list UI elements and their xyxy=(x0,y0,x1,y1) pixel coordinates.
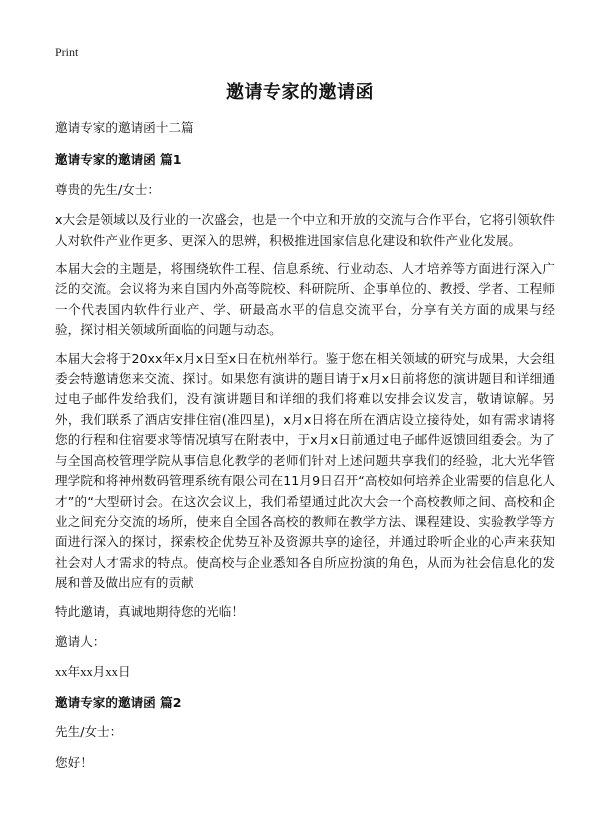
section-heading: 邀请专家的邀请函 篇2 xyxy=(55,694,182,710)
paragraph: 本届大会将于20xx年x月x日至x日在杭州举行。鉴于您在相关领域的研究与成果，大会组委会特邀请您来交流、探讨。如果您有演讲的题目请于x月x日前将您的演讲题目和详细通过电子邮件发给我们，没有演讲题目和详细的我们将难以安排会议发言，敬请谅解。另外，我们联系了酒店安排住宿(准四星)，x月x日将在所在酒店设立接待处，如有需求请将您的行程和住宿要求等情况填写在附表中，于x月x日前通过电子邮件返馈回组委会。为了与全国高校管理学院从事信息化教学的老师们针对上述问题共享我们的经验，北大光华管理学院和将神州数码管理系统有限公司在11月9日召开“高校如何培养企业需要的信息化人才”的“大型研讨会。在这次会议上，我们希望通过此次大会一个高校教师之间、高校和企业之间充分交流的场所，使来自全国各高校的教师在教学方法、课程建设、实验教学等方面进行深入的探讨，探索校企优势互补及资源共享的途径，并通过聆听企业的心声来获知社会对人才需求的特点。使高校与企业悉知各自所应扮演的角色，从而为社会信息化的发展和普及做出应有的贡献 xyxy=(55,350,555,591)
paragraph: 本届大会的主题是，将围绕软件工程、信息系统、行业动态、人才培养等方面进行深入广泛的交流。会议将为来自国内外高等院校、科研院所、企事单位的、教授、学者、工程师一个代表国内软件行业产、学、研最高水平的信息交流平台，分享有关方面的成果与经验，探讨相关领域所面临的问题与动态。 xyxy=(55,261,555,338)
greeting: 先生/女士： xyxy=(55,724,123,740)
paragraph: 您好！ xyxy=(55,754,93,770)
greeting: 尊贵的先生/女士： xyxy=(55,181,160,197)
document-title: 邀请专家的邀请函 xyxy=(226,82,374,103)
print-link[interactable]: Print xyxy=(55,45,79,59)
signature-label: 邀请人： xyxy=(55,633,106,649)
closing-line: 特此邀请，真诚地期待您的光临！ xyxy=(55,603,244,619)
section-heading: 邀请专家的邀请函 篇1 xyxy=(55,152,182,168)
date-line: xx年xx月xx日 xyxy=(55,665,131,680)
document-body xyxy=(55,118,555,783)
document-subtitle: 邀请专家的邀请函十二篇 xyxy=(55,120,194,135)
paragraph: x大会是领域以及行业的一次盛会，也是一个中立和开放的交流与合作平台，它将引领软件人对软件产业作更多、更深入的思辨，积极推进国家信息化建设和软件产业化发展。 xyxy=(55,212,555,248)
